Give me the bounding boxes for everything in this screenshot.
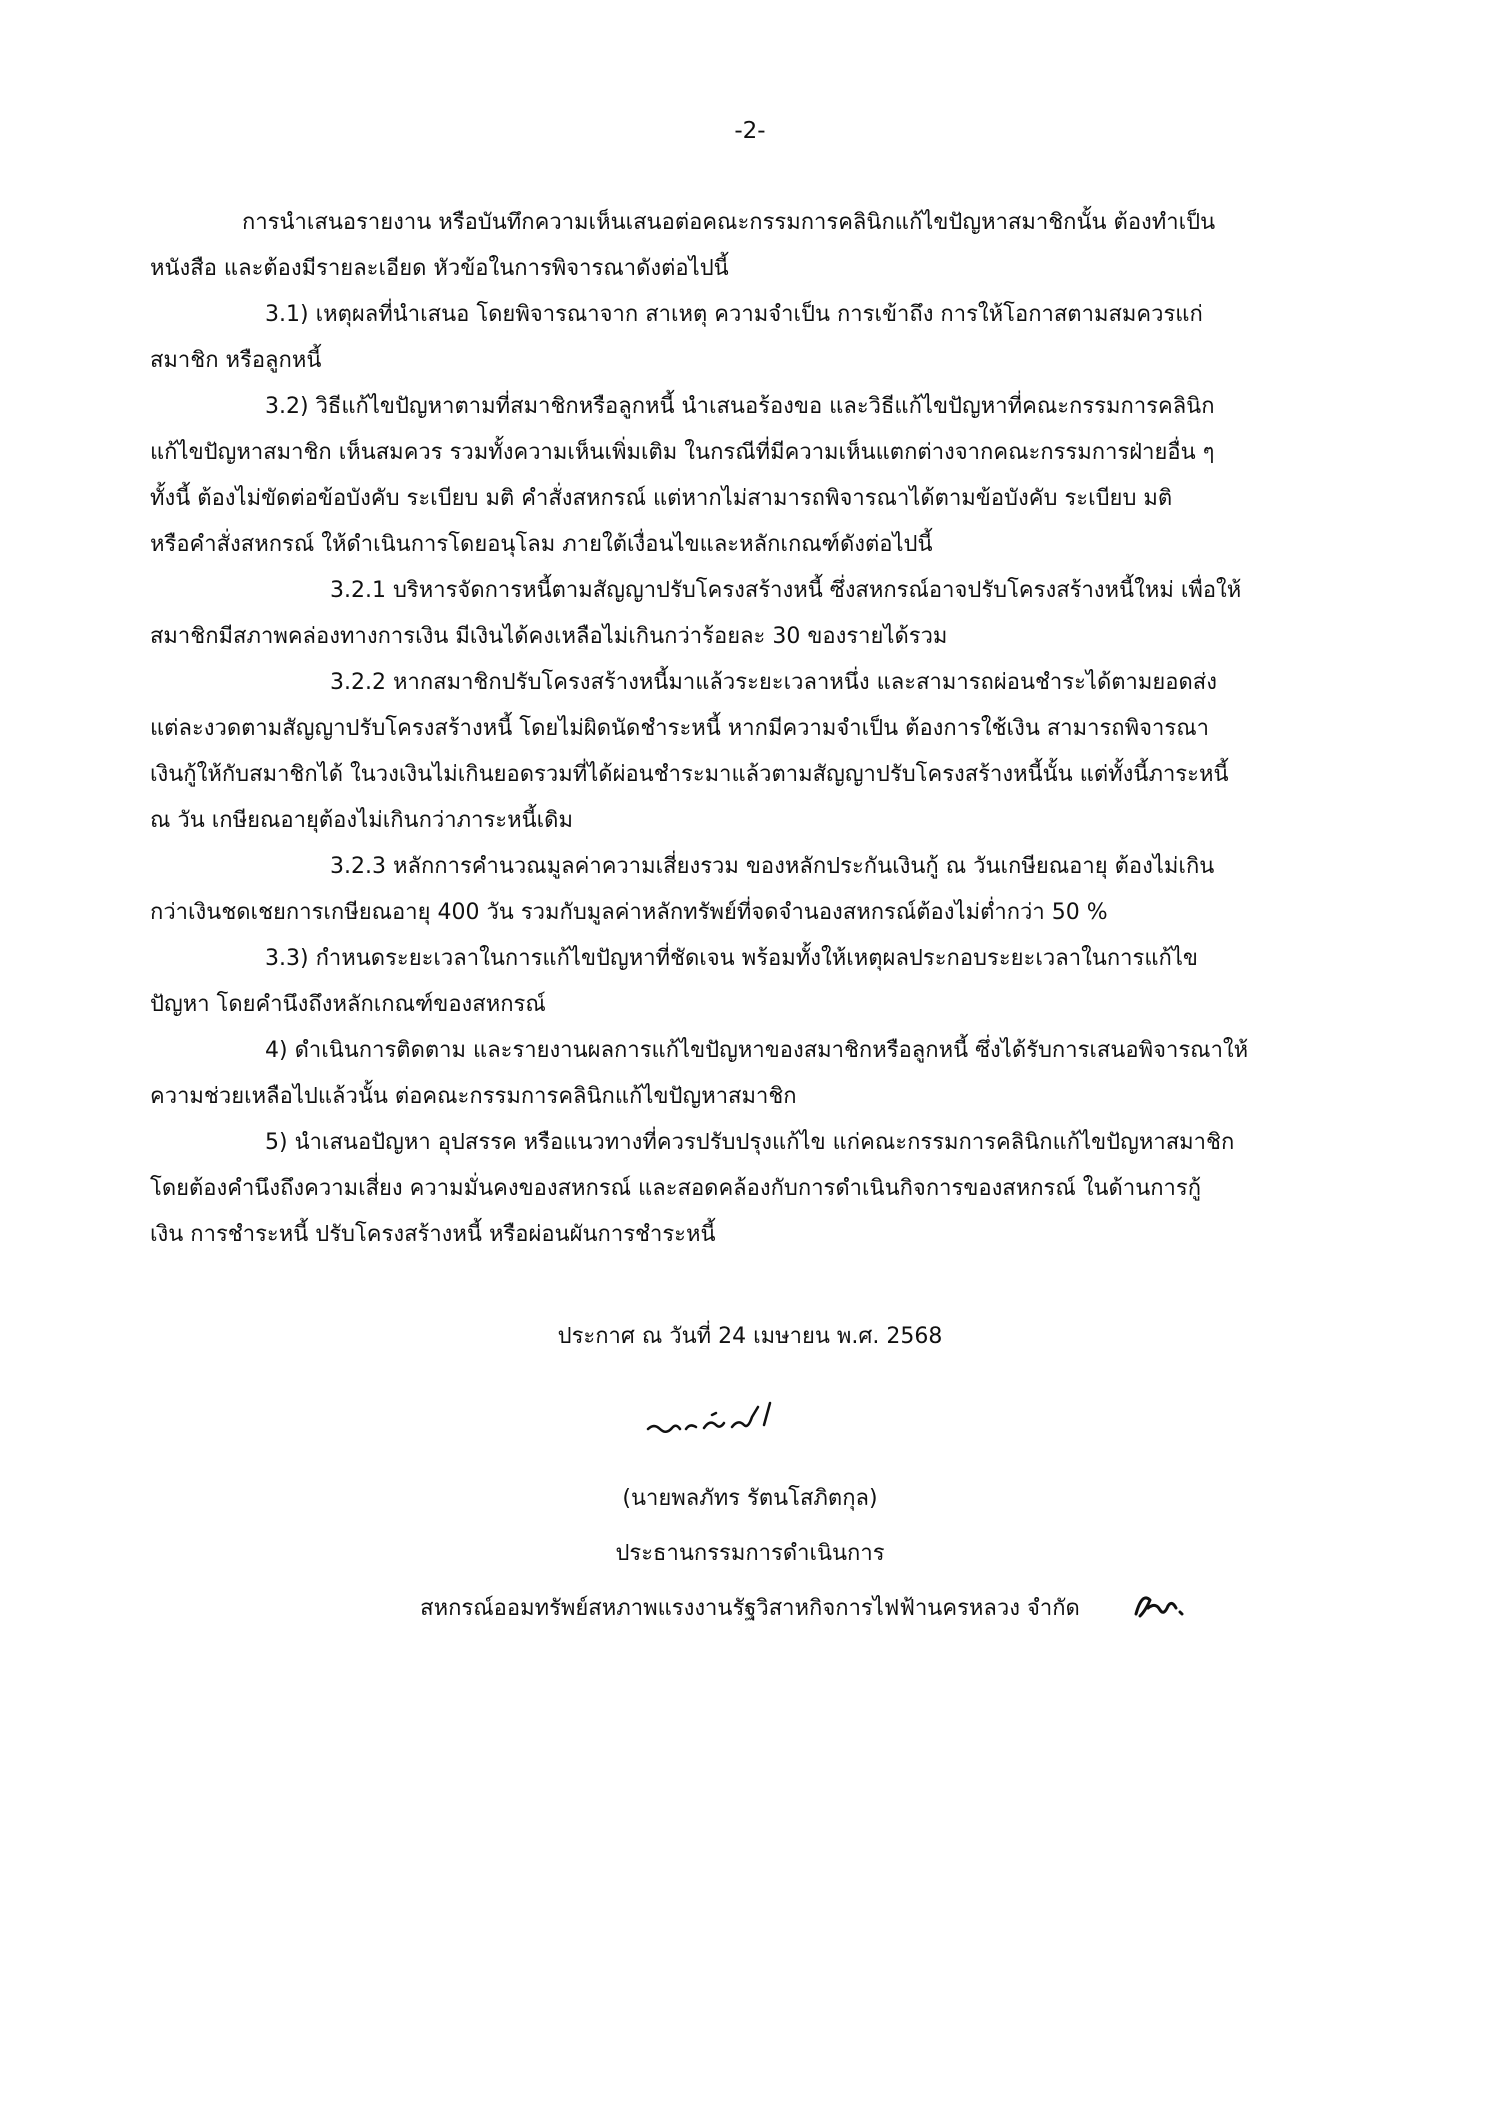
text-line: ทั้งนี้ ต้องไม่ขัดต่อข้อบังคับ ระเบียบ มติ คำสั่งสหกรณ์ แต่หากไม่สามารถพิจารณาได้ตามข้อบังคับ ระเบียบ มติ	[150, 486, 1173, 511]
paragraph-item-3-1	[150, 292, 1382, 384]
text-line: ปัญหา โดยคำนึงถึงหลักเกณฑ์ของสหกรณ์	[150, 992, 546, 1017]
text-line: แต่ละงวดตามสัญญาปรับโครงสร้างหนี้ โดยไม่ผิดนัดชำระหนี้ หากมีความจำเป็น ต้องการใช้เงิน สามารถพิจารณา	[150, 716, 1209, 741]
text-line: 4) ดำเนินการติดตาม และรายงานผลการแก้ไขปัญหาของสมาชิกหรือลูกหนี้ ซึ่งได้รับการเสนอพิจารณาให้	[265, 1038, 1249, 1063]
text-line: หนังสือ และต้องมีรายละเอียด หัวข้อในการพิจารณาดังต่อไปนี้	[150, 256, 729, 281]
paragraph-item-3-2-2	[150, 660, 1382, 844]
text-line: 3.2) วิธีแก้ไขปัญหาตามที่สมาชิกหรือลูกหนี้ นำเสนอร้องขอ และวิธีแก้ไขปัญหาที่คณะกรรมการคลินิก	[265, 394, 1215, 419]
document-body	[150, 200, 1382, 1258]
text-line: กว่าเงินชดเชยการเกษียณอายุ 400 วัน รวมกับมูลค่าหลักทรัพย์ที่จดจำนองสหกรณ์ต้องไม่ต่ำกว่า 50 %	[150, 900, 1108, 925]
page-number: -2-	[734, 118, 766, 144]
paragraph-item-3-2-1	[150, 568, 1382, 660]
text-line: โดยต้องคำนึงถึงความเสี่ยง ความมั่นคงของสหกรณ์ และสอดคล้องกับการดำเนินกิจการของสหกรณ์ ในด้านการกู้	[150, 1176, 1202, 1201]
paragraph-item-3-2	[150, 384, 1382, 568]
text-line: ความช่วยเหลือไปแล้วนั้น ต่อคณะกรรมการคลินิกแก้ไขปัญหาสมาชิก	[150, 1084, 797, 1109]
paragraph-intro	[150, 200, 1382, 292]
text-line: 3.2.2 หากสมาชิกปรับโครงสร้างหนี้มาแล้วระยะเวลาหนึ่ง และสามารถผ่อนชำระได้ตามยอดส่ง	[330, 670, 1217, 695]
text-line: 3.3) กำหนดระยะเวลาในการแก้ไขปัญหาที่ชัดเจน พร้อมทั้งให้เหตุผลประกอบระยะเวลาในการแก้ไข	[265, 946, 1198, 971]
text-line: 3.2.1 บริหารจัดการหนี้ตามสัญญาปรับโครงสร้างหนี้ ซึ่งสหกรณ์อาจปรับโครงสร้างหนี้ใหม่ เพื่อให้	[330, 578, 1242, 603]
text-line: เงิน การชำระหนี้ ปรับโครงสร้างหนี้ หรือผ่อนผันการชำระหนี้	[150, 1222, 716, 1247]
text-line: หรือคำสั่งสหกรณ์ ให้ดำเนินการโดยอนุโลม ภายใต้เงื่อนไขและหลักเกณฑ์ดังต่อไปนี้	[150, 532, 933, 557]
text-line: 5) นำเสนอปัญหา อุปสรรค หรือแนวทางที่ควรปรับปรุงแก้ไข แก่คณะกรรมการคลินิกแก้ไขปัญหาสมาชิก	[265, 1130, 1235, 1155]
text-line: 3.2.3 หลักการคำนวณมูลค่าความเสี่ยงรวม ของหลักประกันเงินกู้ ณ วันเกษียณอายุ ต้องไม่เกิน	[330, 854, 1215, 879]
text-line: 3.1) เหตุผลที่นำเสนอ โดยพิจารณาจาก สาเหตุ ความจำเป็น การเข้าถึง การให้โอกาสตามสมควรแก่	[265, 302, 1203, 327]
text-line: แก้ไขปัญหาสมาชิก เห็นสมควร รวมทั้งความเห็นเพิ่มเติม ในกรณีที่มีความเห็นแตกต่างจากคณะกรรมการฝ่ายอื่น ๆ	[150, 440, 1215, 465]
paragraph-item-3-2-3	[150, 844, 1382, 936]
paragraph-item-5	[150, 1120, 1382, 1258]
text-line: เงินกู้ให้กับสมาชิกได้ ในวงเงินไม่เกินยอดรวมที่ได้ผ่อนชำระมาแล้วตามสัญญาปรับโครงสร้างหนี้นั้น แต่ทั้งนี้ภาระหนี้	[150, 762, 1229, 787]
announcement-date: ประกาศ ณ วันที่ 24 เมษายน พ.ศ. 2568	[557, 1324, 943, 1349]
paragraph-item-4	[150, 1028, 1382, 1120]
signatory-name: (นายพลภัทร รัตนโสภิตกุล)	[622, 1486, 878, 1511]
paragraph-item-3-3	[150, 936, 1382, 1028]
handwritten-signature	[640, 1395, 790, 1445]
text-line: การนำเสนอรายงาน หรือบันทึกความเห็นเสนอต่อคณะกรรมการคลินิกแก้ไขปัญหาสมาชิกนั้น ต้องทำเป็น	[242, 210, 1216, 235]
signatory-position: ประธานกรรมการดำเนินการ	[615, 1541, 885, 1566]
text-line: ณ วัน เกษียณอายุต้องไม่เกินกว่าภาระหนี้เดิม	[150, 808, 573, 833]
signatory-organization: สหกรณ์ออมทรัพย์สหภาพแรงงานรัฐวิสาหกิจการไฟฟ้านครหลวง จำกัด	[420, 1596, 1080, 1621]
handwritten-initials	[1130, 1582, 1190, 1622]
text-line: สมาชิกมีสภาพคล่องทางการเงิน มีเงินได้คงเหลือไม่เกินกว่าร้อยละ 30 ของรายได้รวม	[150, 624, 948, 649]
text-line: สมาชิก หรือลูกหนี้	[150, 348, 322, 373]
